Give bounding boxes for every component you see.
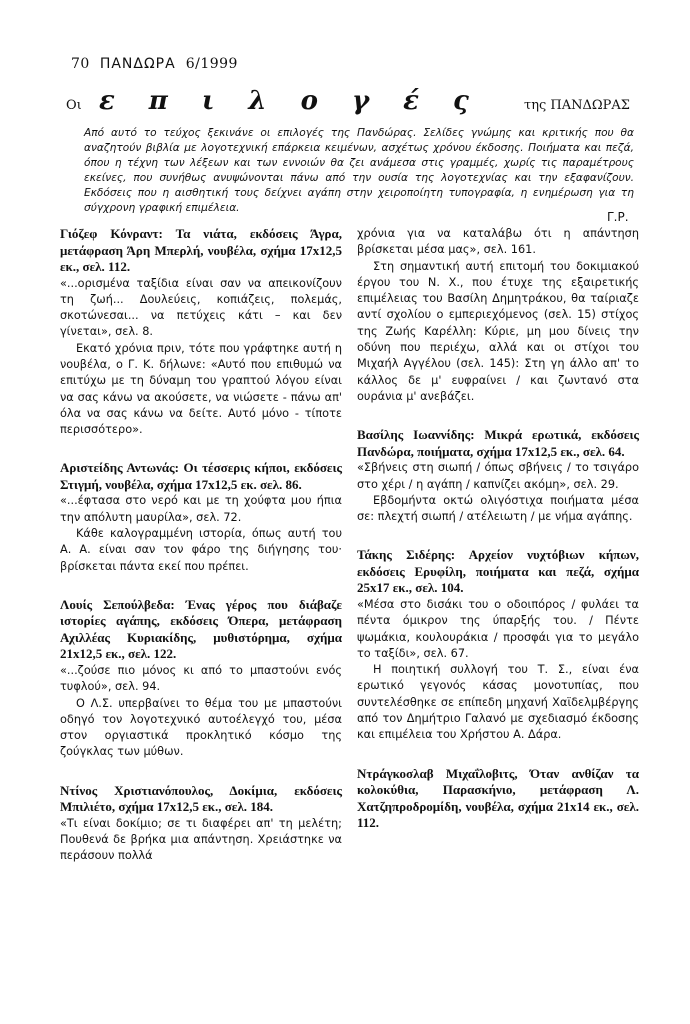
review-heading: Τάκης Σιδέρης: Αρχείον νυχτόβιων κήπων, εκδόσεις Ερυφίλη, ποιήματα και πεζά, σχήμα 25x17 εκ., σελ. 104. bbox=[357, 547, 639, 596]
review-heading: Αριστείδης Αντωνάς: Οι τέσσερις κήποι, εκδόσεις Στιγμή, νουβέλα, σχήμα 17x12,5 εκ. σελ. 86. bbox=[60, 460, 342, 492]
review-paragraph: Στη σημαντική αυτή επιτομή του δοκιμιακού έργου του Ν. Χ., που έτυχε της εξαιρετικής επιμέλειας του Βασίλη Δημητράκου, θα ταίριαζε αντί σχολίου ο εμπεριεχόμενος (σελ. 15) στίχος της Ζωής Καρέλλη: Κύριε, μη μου δίνεις την οδύνη που περιέχω, αλλά και οι στίχοι του Μιχαήλ Αγγέλου (σελ. 145): Στη γη άλλο απ' το κάλλος δε μ' ευφραίνει / και ζωντανό στα ουράνια μ' ανεβάζει. bbox=[357, 259, 639, 403]
right-column bbox=[357, 226, 639, 854]
review-heading: Βασίλης Ιωαννίδης: Μικρά ερωτικά, εκδόσεις Πανδώρα, ποιήματα, σχήμα 17x12,5 εκ., σελ. 64. bbox=[357, 427, 639, 459]
review-paragraph: «Σβήνεις στη σιωπή / όπως σβήνεις / το τσιγάρο στο χέρι / η αγάπη / καπνίζει ακόμη», σελ. 29. bbox=[357, 461, 639, 491]
issue-number: 6/1999 bbox=[185, 56, 238, 72]
review-heading: Ντίνος Χριστιανόπουλος, Δοκίμια, εκδόσεις Μπιλιέτο, σχήμα 17x12,5 εκ., σελ. 184. bbox=[60, 782, 342, 815]
review-heading: Γιόζεφ Κόνραντ: Τα νιάτα, εκδόσεις Άγρα, μετάφραση Άρη Μπερλή, νουβέλα, σχήμα 17x12,5 εκ., σελ. 112. bbox=[60, 226, 342, 274]
review-paragraph: χρόνια για να καταλάβω ότι η απάντηση βρίσκεται μέσα μας», σελ. 161. bbox=[357, 227, 639, 257]
review-entry bbox=[60, 460, 342, 574]
review-paragraph: Εβδομήντα οκτώ ολιγόστιχα ποιήματα μέσα σε: πλεχτή σιωπή / ατέλειωτη / με νήμα αγάπης. bbox=[357, 493, 639, 524]
left-column bbox=[60, 226, 342, 887]
review-paragraph: Εκατό χρόνια πριν, τότε που γράφτηκε αυτή η νουβέλα, ο Γ. Κ. δήλωνε: «Αυτό που επιθυμώ να επιτύχω με τη δύναμη του γραπτού λόγου είναι να σας κάνω να ακούσετε, να νιώσετε - πάνω απ' όλα να σας κάνω να δείτε. Αυτό μόνο - τίποτε περισσότερο». bbox=[60, 341, 342, 437]
review-entry bbox=[357, 766, 639, 832]
review-paragraph: «...έφτασα στο νερό και με τη χούφτα μου ήπια την απόλυτη μαυρίλα», σελ. 72. bbox=[60, 494, 342, 524]
journal-logo: ΠΑΝΔΩΡΑ bbox=[99, 56, 176, 72]
section-title-suffix: της ΠΑΝΔΩΡΑΣ bbox=[524, 98, 630, 113]
section-title-main: επιλογές bbox=[99, 86, 503, 116]
review-paragraph: «...ζούσε πιο μόνος κι από το μπαστούνι ενός τυφλού», σελ. 94. bbox=[60, 663, 342, 694]
section-title-prefix: Οι bbox=[66, 98, 82, 113]
review-paragraph: Ο Λ.Σ. υπερβαίνει το θέμα του με μπαστούνι οδηγό τον λογοτεχνικό αυτοέλεγχό του, μέσα στον οργιαστικά προκλητικό κόσμο της ζούγκλας των μύθων. bbox=[60, 696, 342, 759]
review-heading: Λουίς Σεπούλβεδα: Ένας γέρος που διάβαζε ιστορίες αγάπης, εκδόσεις Όπερα, μετάφραση Αχιλλέας Κυριακίδης, μυθιστόρημα, σχήμα 21x12,5 εκ., σελ. 122. bbox=[60, 596, 342, 662]
author-initials: Γ.Ρ. bbox=[607, 210, 629, 224]
section-title bbox=[66, 86, 634, 120]
review-entry bbox=[60, 597, 342, 761]
review-heading: Ντράγκοσλαβ Μιχαΐλοβιτς, Όταν ανθίζαν τα κολοκύθια, Παρασκήνιο, μετάφραση Λ. Χατζηπροδρομίδη, νουβέλα, σχήμα 21x14 εκ., σελ. 112. bbox=[357, 765, 639, 831]
review-entry bbox=[60, 783, 342, 865]
review-entry bbox=[357, 427, 639, 525]
review-paragraph: «...ορισμένα ταξίδια είναι σαν να απεικονίζουν τη ζωή... Δουλεύεις, κοπιάζεις, πολεμάς, σκοτώνεσαι... να πετύχεις κάτι – και δεν γίνεται», σελ. 8. bbox=[60, 276, 342, 339]
page-number: 70 bbox=[71, 56, 90, 72]
review-entry bbox=[357, 547, 639, 743]
review-paragraph: «Μέσα στο δισάκι του ο οδοιπόρος / φυλάει τα πέντα όμικρον της ύπαρξής του. / Πέντε ψωμάκια, κουλουράκια / προσφάι για το μεγάλο το ταξίδι», σελ. 67. bbox=[357, 597, 639, 660]
review-paragraph: Κάθε καλογραμμένη ιστορία, όπως αυτή του Α. Α. είναι σαν τον φάρο της διήγησης του· βρίσκεται πάντα εκεί που πρέπει. bbox=[60, 527, 342, 573]
intro-paragraph: Από αυτό το τεύχος ξεκινάνε οι επιλογές της Πανδώρας. Σελίδες γνώμης και κριτικής που θα αναζητούν βιβλία με λογοτεχνική επάρκεια κειμένων, ασχέτως χρόνου έκδοσης. Ποιήματα και πεζά, όπου η τέχνη των λέξεων και των εννοιών θα ζει ανάμεσα στις γραμμές, χωρίς τις παραμέτρους εκείνες, που συνήθως ανυψώνονται πάνω από την ουσία της λογοτεχνίας και την εξαφανίζουν. Εκδόσεις που η αισθητική τους δείχνει αγάπη στην χειροποίητη τυπογραφία, η ενημέρωση για τη σύγχρονη γραφική επιμέλεια. bbox=[84, 127, 634, 214]
review-paragraph: Η ποιητική συλλογή του Τ. Σ., είναι ένα ερωτικό γεγονός κάσας μονοτυπίας, που συντελέσθηκε σε επίπεδη μηχανή Χαϊδελμβέργης από τον Δημήτριο Γαλανό με σχεδιασμό έκδοσης και επιμέλεια του Χρήστου Α. Δάρα. bbox=[357, 663, 639, 742]
review-entry bbox=[357, 226, 639, 405]
running-head bbox=[71, 56, 238, 72]
review-paragraph: «Τι είναι δοκίμιο; σε τι διαφέρει απ' τη μελέτη; Πουθενά δε βρήκα μια απάντηση. Χρειάστηκε να περάσουν πολλά bbox=[60, 816, 342, 863]
review-entry bbox=[60, 226, 342, 438]
